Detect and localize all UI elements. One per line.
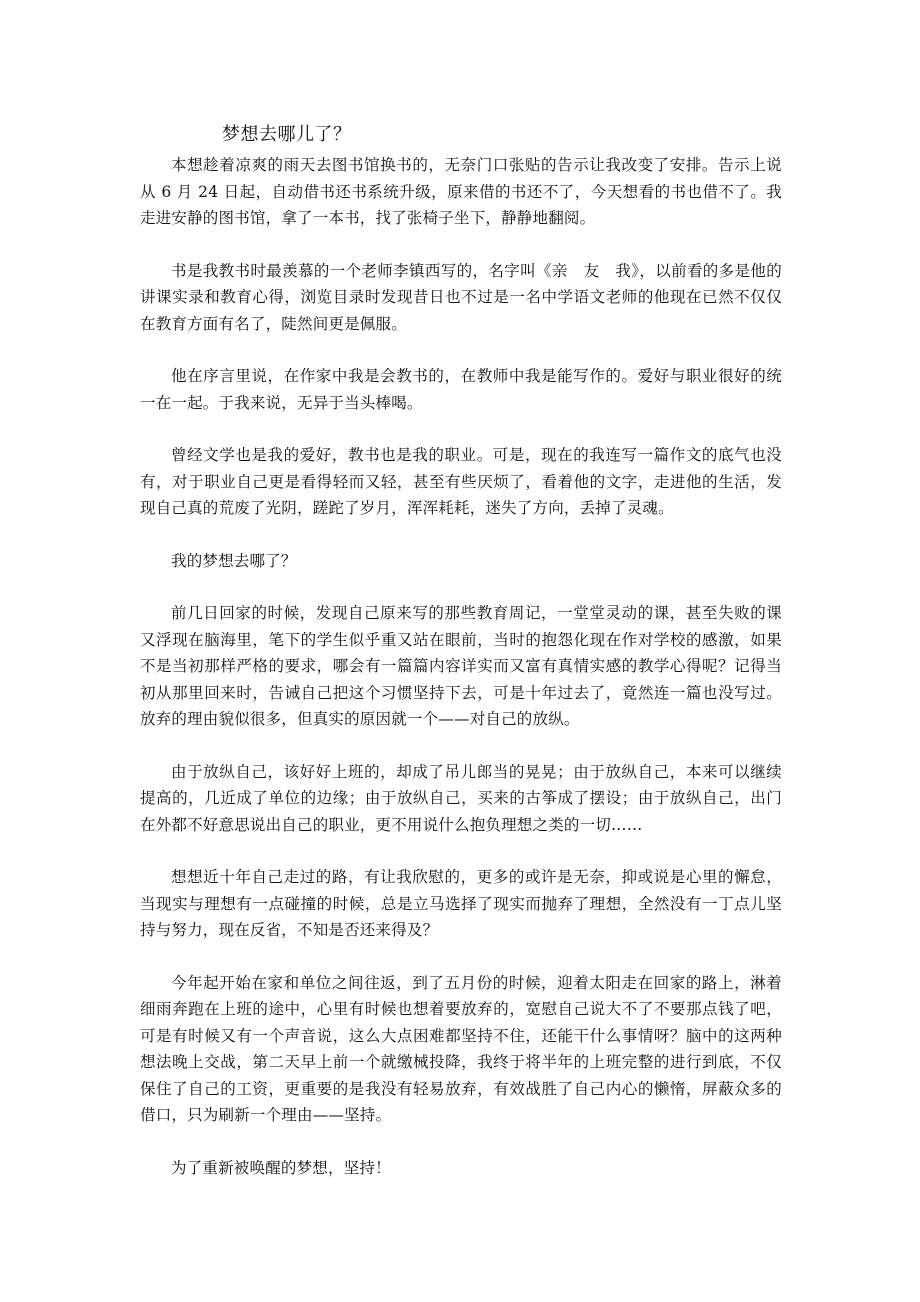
paragraph-8: 想想近十年自己走过的路，有让我欣慰的，更多的或许是无奈，抑或说是心里的懈怠，当现实与理想有一点碰撞的时候，总是立马选择了现实而抛弃了理想，全然没有一丁点儿坚持与努力，现在反省，不知是否还来得及？ [140, 868, 782, 939]
paragraph-1: 本想趁着凉爽的雨天去图书馆换书的，无奈门口张贴的告示让我改变了安排。告示上说从 6 月 24 日起，自动借书还书系统升级，原来借的书还不了，今天想看的书也借不了。我走进安静的图书馆，拿了一本书，找了张椅子坐下，静静地翻阅。 [140, 156, 782, 227]
paragraph-7: 由于放纵自己，该好好上班的，却成了吊儿郎当的晃晃；由于放纵自己，本来可以继续提高的，几近成了单位的边缘；由于放纵自己，买来的古筝成了摆设；由于放纵自己，出门在外都不好意思说出自己的职业，更不用说什么抱负理想之类的一切…… [140, 762, 782, 834]
paragraph-5: 我的梦想去哪了？ [171, 551, 297, 570]
paragraph-3: 他在序言里说，在作家中我是会教书的，在教师中我是能写作的。爱好与职业很好的统一在一起。于我来说，无异于当头棒喝。 [140, 367, 782, 412]
paragraph-10: 为了重新被唤醒的梦想，坚持！ [171, 1158, 391, 1177]
paragraph-2: 书是我教书时最羡慕的一个老师李镇西写的，名字叫《亲 友 我》，以前看的多是他的讲课实录和教育心得，浏览目录时发现昔日也不过是一名中学语文老师的他现在已然不仅仅在教育方面有名了，陡然间更是佩服。 [140, 261, 782, 333]
paragraph-4: 曾经文学也是我的爱好，教书也是我的职业。可是，现在的我连写一篇作文的底气也没有，对于职业自己更是看得轻而又轻，甚至有些厌烦了，看着他的文字，走进他的生活，发现自己真的荒废了光阴，蹉跎了岁月，浑浑耗耗，迷失了方向，丢掉了灵魂。 [140, 446, 782, 517]
document-page [140, 120, 782, 1207]
paragraph-6: 前几日回家的时候，发现自己原来写的那些教育周记，一堂堂灵动的课，甚至失败的课又浮现在脑海里，笔下的学生似乎重又站在眼前，当时的抱怨化现在作对学校的感激，如果不是当初那样严格的要求，哪会有一篇篇内容详实而又富有真情实感的教学心得呢？记得当初从那里回来时，告诫自己把这个习惯坚持下去，可是十年过去了，竟然连一篇也没写过。放弃的理由貌似很多，但真实的原因就一个——对自己的放纵。 [140, 604, 782, 728]
document-title: 梦想去哪儿了？ [222, 124, 352, 145]
paragraph-9: 今年起开始在家和单位之间往返，到了五月份的时候，迎着太阳走在回家的路上，淋着细雨奔跑在上班的途中，心里有时候也想着要放弃的，宽慰自己说大不了不要那点钱了吧，可是有时候又有一个声音说，这么大点困难都坚持不住，还能干什么事情呀？脑中的这两种想法晚上交战，第二天早上前一个就缴械投降，我终于将半年的上班完整的进行到底，不仅保住了自己的工资，更重要的是我没有轻易放弃，有效战胜了自己内心的懒惰，屏蔽众多的借口，只为刷新一个理由——坚持。 [140, 973, 782, 1124]
